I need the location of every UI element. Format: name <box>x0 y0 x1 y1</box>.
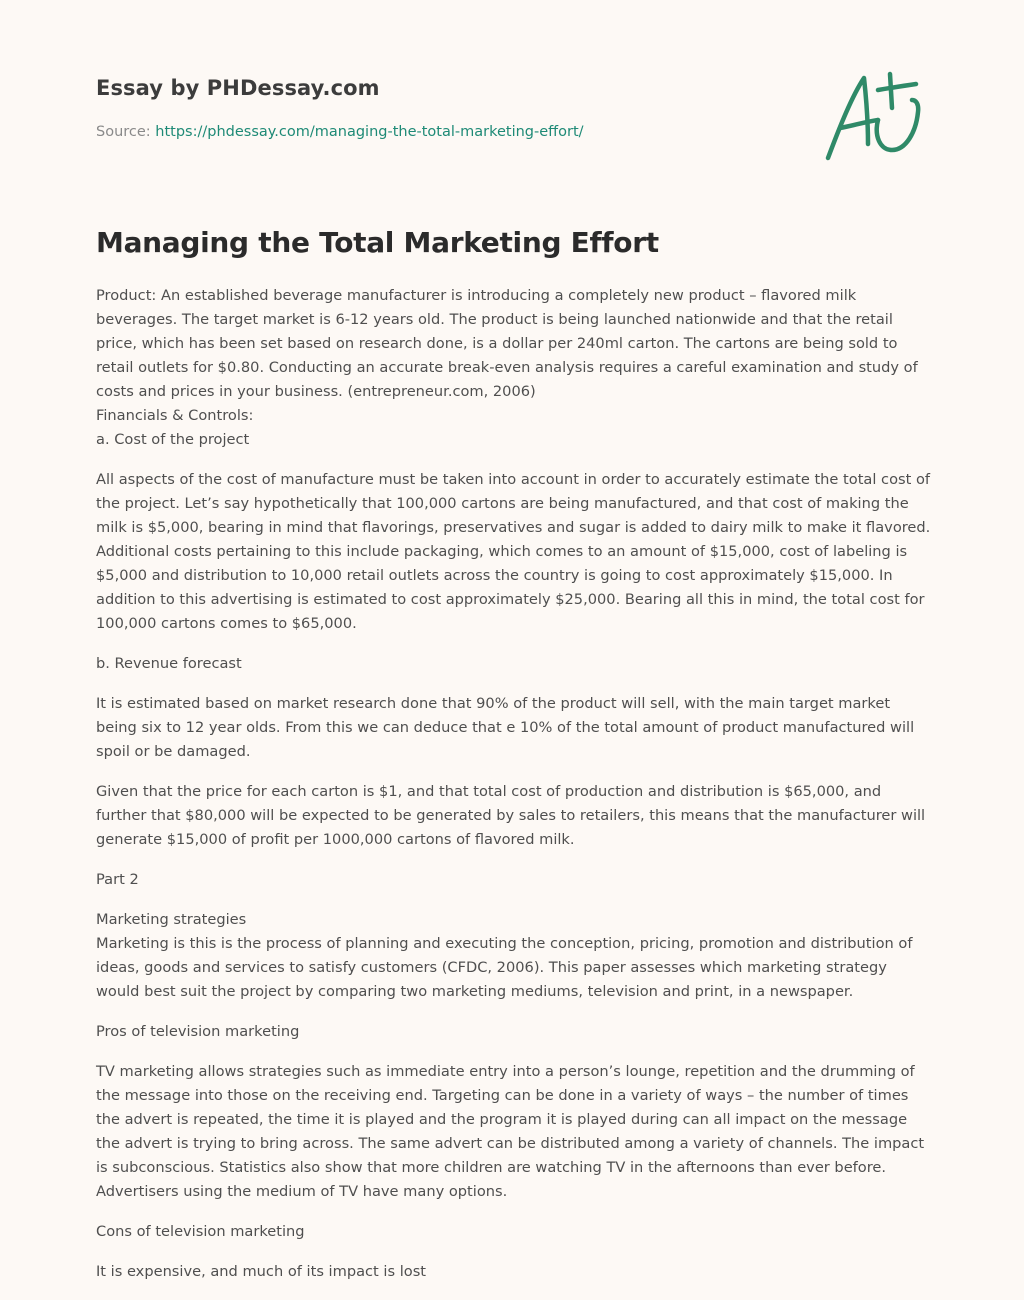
cost-paragraph: All aspects of the cost of manufacture must be taken into account in order to accurately estimate the total cost of the project. Let’s say hypothetically that 100,000 cartons are being manufactured, and that cost of making the milk is $5,000, bearing in mind that flavorings, preservatives and sugar is added to dairy milk to make it flavored. Additional costs pertaining to this include packaging, which comes to an amount of $15,000, cost of labeling is $5,000 and distribution to 10,000 retail outlets across the country is going to cost approximately $15,000. In addition to this advertising is estimated to cost approximately $25,000. Bearing all this in mind, the total cost for 100,000 cartons comes to $65,000. <box>96 471 931 632</box>
source-link[interactable]: https://phdessay.com/managing-the-total-marketing-effort/ <box>155 124 584 140</box>
marketing-heading: Marketing strategies <box>96 911 247 928</box>
marketing-text: Marketing is this is the process of planning and executing the conception, pricing, promotion and distribution of ideas, goods and services to satisfy customers (CFDC, 2006). This paper assesses which marketing strategy would best suit the project by comparing two marketing mediums, television and print, in a newspaper. <box>96 935 913 1000</box>
cost-heading: a. Cost of the project <box>96 431 250 448</box>
a-plus-logo-icon <box>818 66 930 166</box>
part2-heading: Part 2 <box>96 871 139 888</box>
revenue-paragraph: It is estimated based on market research done that 90% of the product will sell, with the main target market being six to 12 year olds. From this we can deduce that e 10% of the total amount of product manufactured will spoil or be damaged. <box>96 695 915 760</box>
revenue-heading: b. Revenue forecast <box>96 655 242 672</box>
essay-body <box>96 284 932 1300</box>
financials-heading: Financials & Controls: <box>96 407 254 424</box>
header-brand: Essay by PHDessay.com <box>96 76 380 100</box>
page-title: Managing the Total Marketing Effort <box>96 226 659 259</box>
price-paragraph: Given that the price for each carton is $1, and that total cost of production and distribution is $65,000, and further that $80,000 will be expected to be generated by sales to retailers, this means that the manufacturer will generate $15,000 of profit per 1000,000 cartons of flavored milk. <box>96 783 926 848</box>
source-line <box>96 124 584 140</box>
cons-paragraph: It is expensive, and much of its impact is lost <box>96 1263 427 1280</box>
pros-heading: Pros of television marketing <box>96 1023 300 1040</box>
intro-text: Product: An established beverage manufacturer is introducing a completely new product – flavored milk beverages. The target market is 6-12 years old. The product is being launched nationwide and that the retail price, which has been set based on research done, is a dollar per 240ml carton. The cartons are being sold to retail outlets for $0.80. Conducting an accurate break-even analysis requires a careful examination and study of costs and prices in your business. (entrepreneur.com, 2006) <box>96 287 918 400</box>
cons-heading: Cons of television marketing <box>96 1223 305 1240</box>
pros-paragraph: TV marketing allows strategies such as immediate entry into a person’s lounge, repetition and the drumming of the message into those on the receiving end. Targeting can be done in a variety of ways – the number of times the advert is repeated, the time it is played and the program it is played during can all impact on the message the advert is trying to bring across. The same advert can be distributed among a variety of channels. The impact is subconscious. Statistics also show that more children are watching TV in the afternoons than ever before. Advertisers using the medium of TV have many options. <box>96 1063 925 1200</box>
intro-paragraph <box>96 284 932 452</box>
marketing-paragraph <box>96 908 932 1004</box>
source-label: Source: <box>96 124 151 140</box>
